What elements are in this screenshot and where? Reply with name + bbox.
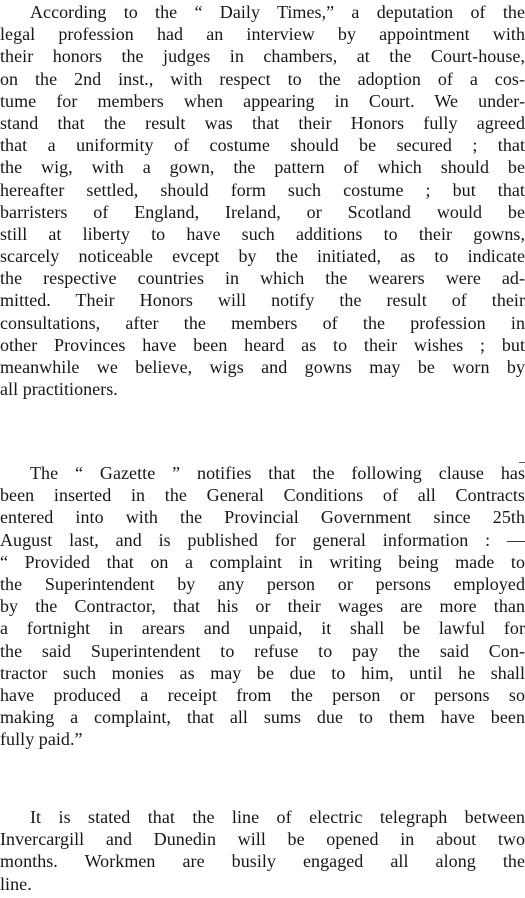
- text-line: consultations, after the members of the profession in: [0, 312, 525, 333]
- text-line: tume for members when appearing in Court. We under-: [0, 90, 525, 111]
- text-line: fully paid.”: [0, 729, 83, 750]
- paragraph-gazette-clause: [0, 462, 525, 750]
- text-line: been inserted in the General Conditions of all Contracts: [0, 485, 525, 506]
- text-line: still at liberty to have such additions to their gowns,: [0, 223, 525, 244]
- text-line: the Superintendent by any person or persons employed: [0, 573, 525, 594]
- text-line: by the Contractor, that his or their wages are more than: [0, 596, 525, 617]
- text-line: all practitioners.: [0, 379, 118, 400]
- text-line: The “ Gazette ” notifies that the following clause has: [30, 463, 525, 483]
- text-line: the respective countries in which the wearers were ad-: [0, 268, 525, 289]
- text-line: hereafter settled, should form such costume ; but that: [0, 179, 525, 200]
- text-line: on the 2nd inst., with respect to the adoption of a cos-: [0, 68, 525, 89]
- text-line: making a complaint, that all sums due to them have been: [0, 707, 525, 728]
- text-line: a fortnight in arears and unpaid, it shall be lawful for: [0, 618, 525, 639]
- text-line: the wig, with a gown, the pattern of which should be: [0, 157, 525, 178]
- text-line: have produced a receipt from the person or persons so: [0, 684, 525, 705]
- text-line: Invercargill and Dunedin will be opened in about two: [0, 829, 525, 850]
- text-line: line.: [0, 873, 32, 894]
- text-line: their honors the judges in chambers, at the Court-house,: [0, 46, 525, 67]
- text-line: mitted. Their Honors will notify the result of their: [0, 290, 525, 311]
- text-line: According to the “ Daily Times,” a deputation of the: [30, 2, 525, 22]
- paragraph-court-costume: [0, 1, 525, 400]
- text-line: the said Superintendent to refuse to pay the said Con-: [0, 640, 525, 661]
- text-line: stand that the result was that their Honors fully agreed: [0, 112, 525, 133]
- text-line: entered into with the Provincial Government since 25th: [0, 507, 525, 528]
- text-line: legal profession had an interview by appointment with: [0, 24, 525, 45]
- text-line: that a uniformity of costume should be secured ; that: [0, 135, 525, 156]
- text-line: It is stated that the line of electric telegraph between: [30, 807, 525, 827]
- paragraph-telegraph: [0, 806, 525, 895]
- text-line: scarcely noticeable evcept by the initiated, as to indicate: [0, 246, 525, 267]
- text-line: months. Workmen are busily engaged all along the: [0, 851, 525, 872]
- text-line: “ Provided that on a complaint in writing being made to: [0, 551, 525, 572]
- text-line: August last, and is published for general information : —: [0, 529, 525, 550]
- text-line: meanwhile we believe, wigs and gowns may be worn by: [0, 357, 525, 377]
- text-line: other Provinces have been heard as to their wishes ; but: [0, 334, 525, 355]
- text-line: tractor such monies as may be due to him, until he shall: [0, 662, 525, 683]
- text-line: barristers of England, Ireland, or Scotland would be: [0, 201, 525, 222]
